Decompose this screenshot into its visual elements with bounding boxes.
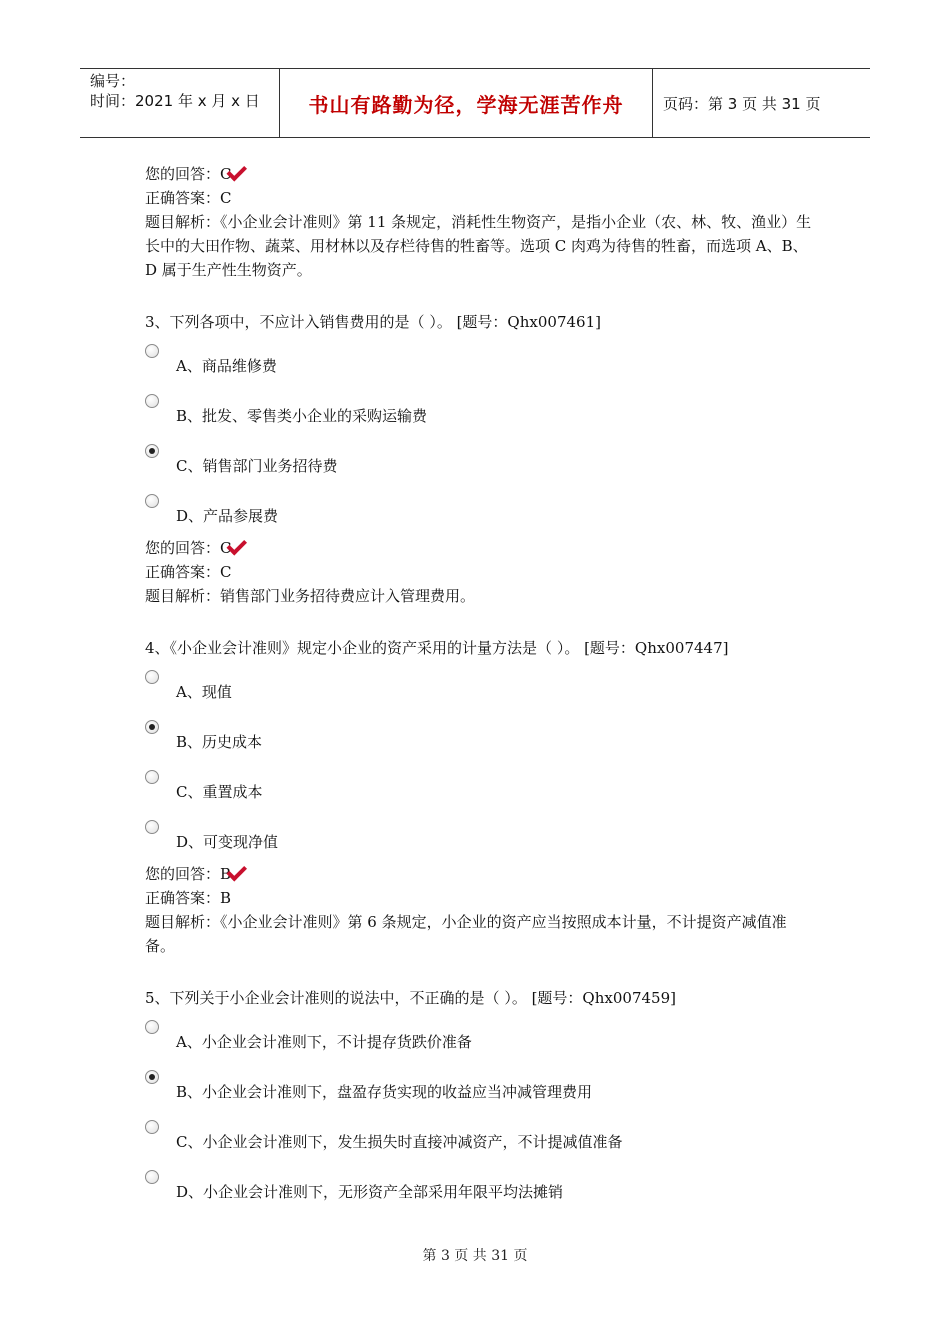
- answer-analysis: 题目解析：《小企业会计准则》第 11 条规定，消耗性生物资产，是指小企业（农、林、牧、渔业）生长中的大田作物、蔬菜、用材林以及存栏待售的牲畜等。选项 C 肉鸡为待售的牲畜，而选项 A、B、D 属于生产性生物资产。: [145, 213, 812, 279]
- your-answer: 您的回答：C: [145, 165, 232, 183]
- option-d[interactable]: [145, 810, 815, 860]
- option-a[interactable]: [145, 334, 815, 384]
- option-c[interactable]: [145, 760, 815, 810]
- option-c[interactable]: [145, 1110, 815, 1160]
- correct-answer: 正确答案：B: [145, 889, 232, 907]
- radio-button[interactable]: [145, 494, 159, 508]
- radio-button[interactable]: [145, 1020, 159, 1034]
- q3-feedback: [145, 536, 815, 608]
- header-page-info: 页码：第 3 页 共 31 页: [663, 94, 821, 113]
- question-title: 3、下列各项中，不应计入销售费用的是（ ）。 [题号：Qhx007461]: [145, 313, 601, 331]
- radio-button-selected[interactable]: [145, 1070, 159, 1084]
- page-footer: 第 3 页 共 31 页: [422, 1248, 528, 1264]
- option-label: B、小企业会计准则下，盘盈存货实现的收益应当冲减管理费用: [176, 1083, 593, 1101]
- question-title: 5、下列关于小企业会计准则的说法中，不正确的是（ ）。 [题号：Qhx007459]: [145, 989, 676, 1007]
- q2-feedback: [145, 162, 815, 282]
- radio-button[interactable]: [145, 1120, 159, 1134]
- radio-button[interactable]: [145, 394, 159, 408]
- radio-button[interactable]: [145, 820, 159, 834]
- option-b[interactable]: [145, 1060, 815, 1110]
- option-b[interactable]: [145, 710, 815, 760]
- option-a[interactable]: [145, 1010, 815, 1060]
- option-label: B、历史成本: [176, 733, 263, 751]
- radio-button[interactable]: [145, 670, 159, 684]
- correct-answer: 正确答案：C: [145, 189, 232, 207]
- option-c[interactable]: [145, 434, 815, 484]
- quiz-content: [145, 160, 815, 1210]
- time-label: 时间：2021 年 x 月 x 日: [90, 92, 260, 110]
- option-label: A、小企业会计准则下，不计提存货跌价准备: [176, 1033, 472, 1051]
- header-meta: [80, 69, 280, 137]
- correct-answer: 正确答案：C: [145, 563, 232, 581]
- option-b[interactable]: [145, 384, 815, 434]
- page-header: [80, 68, 870, 138]
- option-label: A、商品维修费: [176, 357, 277, 375]
- your-answer: 您的回答：B: [145, 865, 232, 883]
- option-label: B、批发、零售类小企业的采购运输费: [176, 407, 428, 425]
- checkmark-icon: [227, 535, 248, 556]
- answer-analysis: 题目解析：销售部门业务招待费应计入管理费用。: [145, 587, 476, 605]
- option-label: D、小企业会计准则下，无形资产全部采用年限平均法摊销: [176, 1183, 564, 1201]
- option-label: C、重置成本: [176, 783, 263, 801]
- header-motto: 书山有路勤为径，学海无涯苦作舟: [280, 69, 653, 137]
- radio-button-selected[interactable]: [145, 720, 159, 734]
- option-d[interactable]: [145, 1160, 815, 1210]
- option-label: D、可变现净值: [176, 833, 279, 851]
- your-answer: 您的回答：C: [145, 539, 232, 557]
- question-4: [145, 636, 815, 958]
- question-title: 4、《小企业会计准则》规定小企业的资产采用的计量方法是（ ）。 [题号：Qhx007447]: [145, 639, 729, 657]
- question-3: [145, 310, 815, 608]
- answer-analysis: 题目解析：《小企业会计准则》第 6 条规定，小企业的资产应当按照成本计量，不计提资产减值准备。: [145, 913, 787, 955]
- checkmark-icon: [227, 161, 248, 182]
- radio-button[interactable]: [145, 770, 159, 784]
- option-label: D、产品参展费: [176, 507, 279, 525]
- option-d[interactable]: [145, 484, 815, 534]
- radio-button[interactable]: [145, 1170, 159, 1184]
- option-label: A、现值: [176, 683, 232, 701]
- radio-button-selected[interactable]: [145, 444, 159, 458]
- q4-feedback: [145, 862, 815, 958]
- radio-button[interactable]: [145, 344, 159, 358]
- question-5: [145, 986, 815, 1210]
- option-label: C、小企业会计准则下，发生损失时直接冲减资产，不计提减值准备: [176, 1133, 623, 1151]
- option-a[interactable]: [145, 660, 815, 710]
- code-label: 编号：: [90, 72, 136, 90]
- option-label: C、销售部门业务招待费: [176, 457, 338, 475]
